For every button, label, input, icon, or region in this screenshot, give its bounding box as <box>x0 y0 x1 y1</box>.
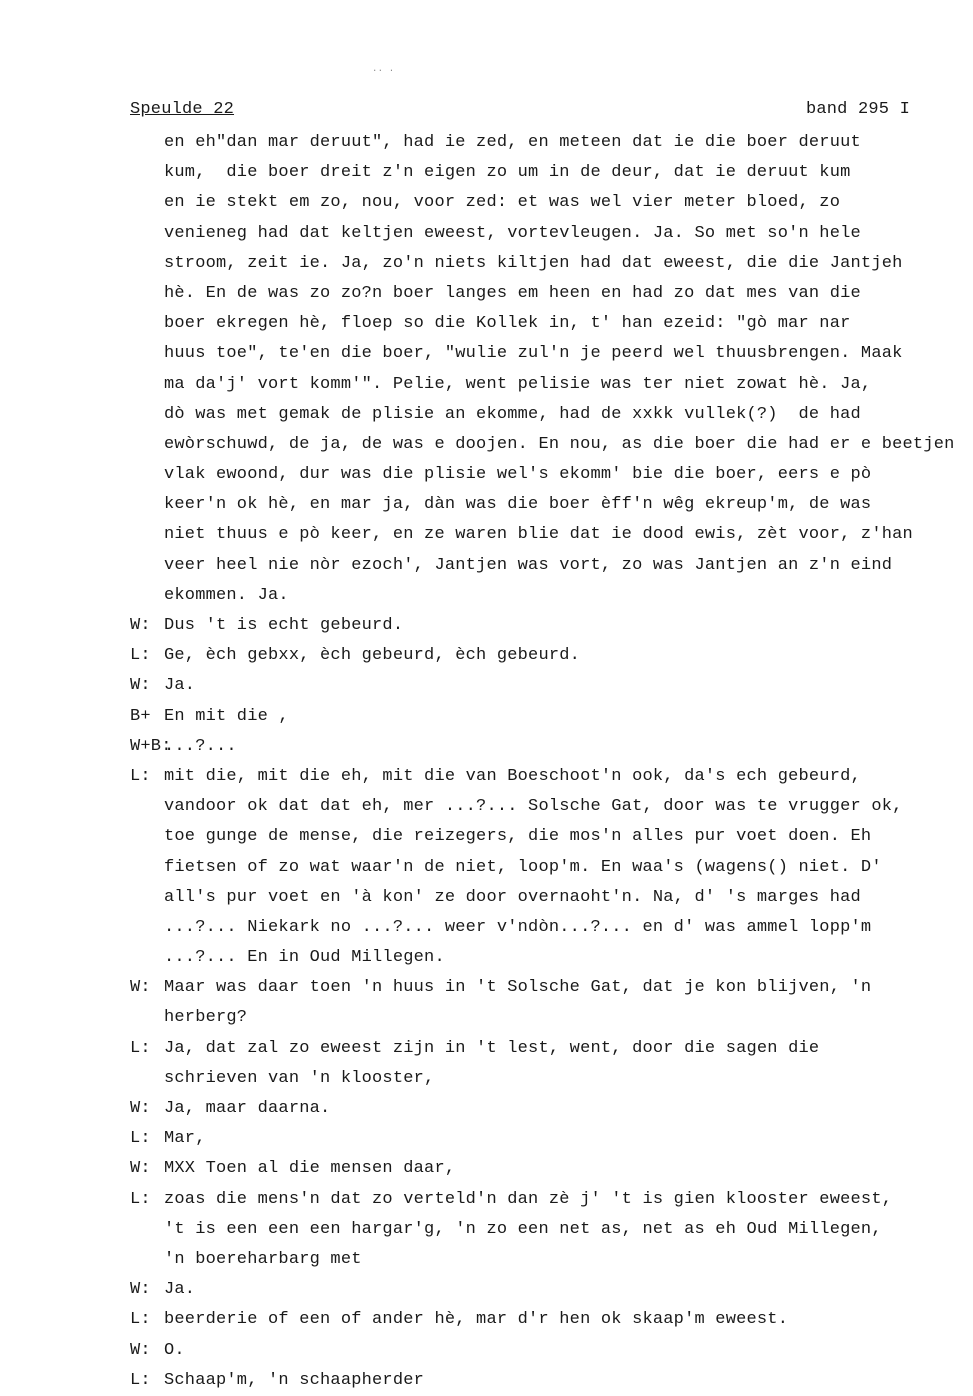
line-text: dò was met gemak de plisie an ekomme, had de xxkk vullek(?) de had <box>164 404 861 424</box>
page-header <box>130 100 910 126</box>
transcript-line <box>130 1034 960 1064</box>
line-text: Mar, <box>164 1129 206 1149</box>
transcript-line <box>130 1305 960 1335</box>
header-tape-number: band 295 I <box>805 100 910 119</box>
line-text: Ge, èch gebxx, èch gebeurd, èch gebeurd. <box>164 646 581 666</box>
transcript-line <box>130 671 960 701</box>
line-text: beerderie of een of ander hè, mar d'r hen ok skaap'm eweest. <box>164 1310 789 1330</box>
line-text: ekommen. Ja. <box>164 585 289 605</box>
transcript-line <box>130 1366 960 1396</box>
transcript-line <box>130 309 960 339</box>
line-text: ...?... <box>164 736 237 756</box>
header-location: Speulde 22 <box>130 100 235 119</box>
transcript-line <box>130 702 960 732</box>
transcript-line <box>130 249 960 279</box>
line-text: mit die, mit die eh, mit die van Boeschoot'n ook, da's ech gebeurd, <box>164 766 861 786</box>
transcript-line <box>130 883 960 913</box>
transcript-line <box>130 1245 960 1275</box>
transcript-line <box>130 158 960 188</box>
line-text: ewòrschuwd, de ja, de was e doojen. En nou, as die boer die had er e beetjen <box>164 434 955 454</box>
transcript-line <box>130 430 960 460</box>
transcript-line <box>130 1215 960 1245</box>
speaker-label: L: <box>130 1129 151 1149</box>
speaker-label: W: <box>130 1340 151 1360</box>
speaker-label: W: <box>130 1280 151 1300</box>
speaker-label: W: <box>130 1099 151 1118</box>
transcript-line <box>130 279 960 309</box>
transcript-line <box>130 370 960 400</box>
line-text: O. <box>164 1340 185 1360</box>
speaker-label: W: <box>130 616 151 635</box>
line-text: all's pur voet en 'à kon' ze door overnaoht'n. Na, d' 's marges had <box>164 887 861 907</box>
transcript-body <box>130 128 960 1396</box>
line-text: veer heel nie nòr ezoch', Jantjen was vort, zo was Jantjen an z'n eind <box>164 555 893 575</box>
line-text: Maar was daar toen 'n huus in 't Solsche Gat, dat je kon blijven, 'n <box>164 978 872 998</box>
transcript-line <box>130 1154 960 1184</box>
line-text: en eh"dan mar deruut", had ie zed, en meteen dat ie die boer deruut <box>164 133 861 152</box>
transcript-line <box>130 219 960 249</box>
line-text: huus toe", te'en die boer, "wulie zul'n je peerd wel thuusbrengen. Maak <box>164 344 903 364</box>
line-text: Ja, dat zal zo eweest zijn in 't lest, went, door die sagen die <box>164 1038 820 1058</box>
line-text: venieneg had dat keltjen eweest, vortevleugen. Ja. So met so'n hele <box>164 223 861 243</box>
line-text: en ie stekt em zo, nou, voor zed: et was wel vier meter bloed, zo <box>164 193 841 213</box>
line-text: boer ekregen hè, floep so die Kollek in, t' han ezeid: "gò mar nar <box>164 314 851 334</box>
transcript-line <box>130 1124 960 1154</box>
transcript-line <box>130 520 960 550</box>
speaker-label: L: <box>130 1370 151 1390</box>
line-text: Dus 't is echt gebeurd. <box>164 616 404 635</box>
transcript-line <box>130 1185 960 1215</box>
line-text: ...?... En in Oud Millegen. <box>164 948 445 968</box>
speaker-label: L: <box>130 646 151 666</box>
line-text: Ja, maar daarna. <box>164 1099 331 1118</box>
line-text: 'n boereharbarg met <box>164 1249 362 1269</box>
speaker-label: W+B: <box>130 736 172 756</box>
transcript-line <box>130 1275 960 1305</box>
transcript-line <box>130 1064 960 1094</box>
transcript-line <box>130 792 960 822</box>
speaker-label: W: <box>130 1159 151 1179</box>
line-text: vandoor ok dat dat eh, mer ...?... Solsche Gat, door was te vrugger ok, <box>164 797 903 817</box>
line-text: vlak ewoond, dur was die plisie wel's ekomm' bie die boer, eers e pò <box>164 465 872 485</box>
speaker-label: L: <box>130 1189 151 1209</box>
transcript-line <box>130 400 960 430</box>
line-text: hè. En de was zo zo?n boer langes em heen en had zo dat mes van die <box>164 283 861 303</box>
speaker-label: L: <box>130 1038 151 1058</box>
line-text: herberg? <box>164 1008 248 1028</box>
scan-mark: ·· · <box>372 66 395 76</box>
line-text: ma da'j' vort komm'". Pelie, went pelisie was ter niet zowat hè. Ja, <box>164 374 872 394</box>
line-text: keer'n ok hè, en mar ja, dàn was die boer èff'n wêg ekreup'm, de was <box>164 495 872 515</box>
transcript-line <box>130 581 960 611</box>
line-text: schrieven van 'n klooster, <box>164 1068 435 1088</box>
line-text: kum, die boer dreit z'n eigen zo um in de deur, dat ie deruut kum <box>164 163 851 183</box>
transcript-line <box>130 1003 960 1033</box>
transcript-line <box>130 551 960 581</box>
line-text: Ja. <box>164 1280 196 1300</box>
transcript-line <box>130 822 960 852</box>
line-text: niet thuus e pò keer, en ze waren blie dat ie dood ewis, zèt voor, z'han <box>164 525 913 545</box>
transcript-line <box>130 339 960 369</box>
transcript-line <box>130 1094 960 1124</box>
speaker-label: L: <box>130 1310 151 1330</box>
speaker-label: W: <box>130 978 151 998</box>
transcript-line <box>130 188 960 218</box>
transcript-line <box>130 611 960 641</box>
line-text: toe gunge de mense, die reizegers, die mos'n alles pur voet doen. Eh <box>164 827 872 847</box>
transcript-line <box>130 641 960 671</box>
line-text: En mit die , <box>164 706 289 726</box>
line-text: Ja. <box>164 676 196 696</box>
line-text: Schaap'm, 'n schaapherder <box>164 1370 425 1390</box>
line-text: zoas die mens'n dat zo verteld'n dan zè j' 't is gien klooster eweest, <box>164 1189 893 1209</box>
transcript-line <box>130 490 960 520</box>
transcript-line <box>130 973 960 1003</box>
line-text: fietsen of zo wat waar'n de niet, loop'm. En waa's (wagens() niet. D' <box>164 857 882 877</box>
line-text: stroom, zeit ie. Ja, zo'n niets kiltjen had dat eweest, die die Jantjeh <box>164 253 903 273</box>
speaker-label: W: <box>130 676 151 696</box>
transcript-line <box>130 1336 960 1366</box>
transcript-line <box>130 460 960 490</box>
transcript-line <box>130 762 960 792</box>
line-text: MXX Toen al die mensen daar, <box>164 1159 456 1179</box>
transcript-line <box>130 943 960 973</box>
line-text: ...?... Niekark no ...?... weer v'ndòn...?... en d' was ammel lopp'm <box>164 917 872 937</box>
transcript-line <box>130 732 960 762</box>
speaker-label: B+ <box>130 706 151 726</box>
transcript-line <box>130 128 960 158</box>
transcript-line <box>130 913 960 943</box>
transcript-line <box>130 853 960 883</box>
line-text: 't is een een een hargar'g, 'n zo een net as, net as eh Oud Millegen, <box>164 1219 882 1239</box>
speaker-label: L: <box>130 766 151 786</box>
